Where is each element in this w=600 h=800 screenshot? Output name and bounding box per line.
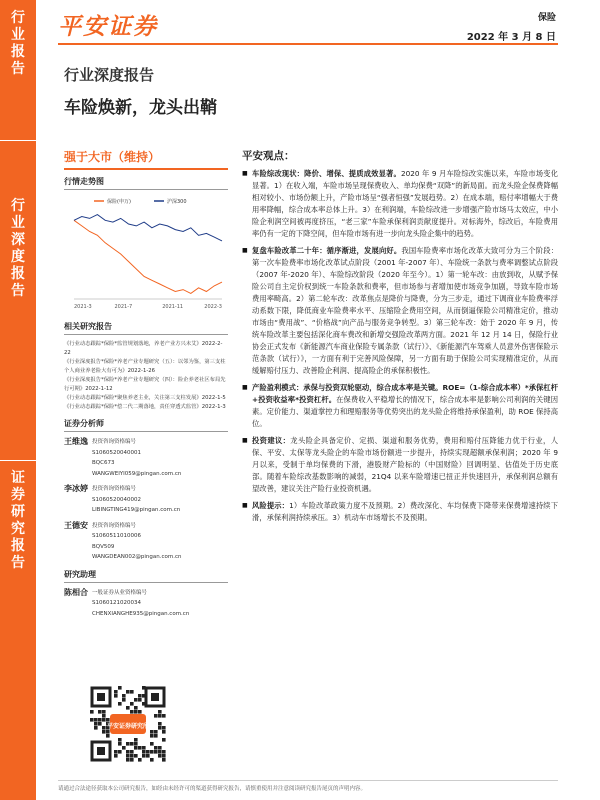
analyst-info-line: BQC673	[92, 460, 115, 466]
sidebar-divider	[0, 140, 36, 141]
analyst-info-line: LIBINGTING419@pingan.com.cn	[92, 507, 181, 513]
viewpoint-bullet-text: 2020 年 9 月车险综改实施以来，车险市场变化显著。1）在收入端，车险市场呈现保费收入、单均保费“双降”的新局面。而龙头险企保费降幅相对较小、市场份额上升，产险市场呈“强者恒强”发展趋势。2）在成本端，赔付率增幅大于费用率降幅，综合成本率总体上升。3）在利润端，车险综改进一步增强产险市场马太效应，中小险企利润空间被再度挤压，“老三家”车险承保利润贡献度提升。对标海外，综改后，车险费用率仍有一定的下降空间，但车险市场有进一步向龙头险企集中的趋势。	[252, 169, 559, 238]
analyst-info-line: 投资咨询资格编号	[92, 486, 137, 492]
footer-disclaimer: 请通过合法途径获取本公司研究报告，如经由未经许可的渠道获得研究报告，请慎重使用并注意阅读研究报告尾页的声明内容。	[58, 780, 558, 792]
assistant-section-title: 研究助理	[64, 569, 228, 583]
viewpoint-bullet-heading: 复盘车险改革二十年：循序渐进，发展向好。	[252, 246, 402, 255]
qr-center-label: 平安证券研究所	[106, 723, 150, 730]
analyst-info-line: WANGWEIYI059@pingan.com.cn	[92, 470, 182, 477]
analyst-info	[90, 521, 181, 563]
analyst-entry	[64, 588, 228, 620]
sidebar-label-industry-report: 行业报告	[11, 10, 25, 77]
chart-x-tick: 2021-11	[162, 304, 184, 310]
report-date: 2022 年 3 月 8 日	[466, 32, 556, 43]
viewpoint-title: 平安观点：	[242, 150, 295, 162]
related-report-item: 《行业动态跟踪*保险*监管规划落地，养老产业方兴未艾》2022-2-22	[64, 341, 223, 356]
chart-x-tick: 2021-7	[114, 304, 133, 310]
analyst-info-line: 投资咨询资格编号	[92, 439, 137, 445]
analyst-info-line: 一般证券从业资格编号	[92, 589, 148, 596]
viewpoint-bullet	[242, 382, 558, 430]
company-logo: 平安证券	[58, 14, 158, 40]
analyst-info-line: S1060520040001	[92, 449, 141, 456]
analyst-info	[90, 588, 189, 620]
viewpoint-bullet	[242, 168, 558, 240]
sidebar-divider	[0, 460, 36, 461]
analyst-info-line: CHENXIANGHE935@pingan.com.cn	[92, 610, 190, 617]
assistant-entry	[64, 588, 228, 620]
viewpoint-bullet	[242, 245, 558, 377]
analyst-info-line: S1060511010006	[92, 533, 141, 539]
viewpoint-bullet-text: 1）车险改革政策力度不及预期。2）费改深化、车均保费下降带来保费增速持续下滑，承保利润持续承压。3）机动车市场增长不及预期。	[252, 501, 558, 522]
analyst-info-line: WANGDEAN002@pingan.com.cn	[92, 554, 182, 560]
analyst-info-line: S1060121020034	[92, 600, 141, 606]
industry-category: 保险	[537, 13, 556, 23]
analyst-entry	[64, 437, 228, 479]
sidebar-label-depth-report: 行业深度报告	[11, 198, 25, 299]
viewpoint-bullet-heading: 投资建议：	[252, 436, 291, 445]
analyst-info-line: 投资咨询资格编号	[92, 522, 137, 529]
trend-chart-svg	[64, 193, 228, 315]
chart-series-line	[74, 220, 222, 293]
rating-rule	[64, 168, 228, 170]
analyst-name: 陈相合	[64, 587, 88, 597]
viewpoint-bullet	[242, 435, 558, 495]
viewpoint-bullet-heading: 产险盈利模式：承保与投资双轮驱动，综合成本率是关键。ROE=（1-综合成本率）*承保杠杆+投资收益率*投资杠杆。	[252, 383, 558, 404]
report-title: 车险焕新，龙头出鞘	[64, 98, 217, 118]
analyst-name: 李冰婷	[64, 484, 88, 493]
report-type: 行业深度报告	[64, 66, 155, 84]
left-column	[64, 148, 228, 619]
analyst-name: 王维逸	[64, 437, 88, 446]
chart-x-tick: 2022-3	[204, 304, 222, 310]
rating: 强于大市（维持）	[64, 150, 161, 164]
trend-section-title: 行情走势图	[64, 176, 228, 190]
analyst-info	[90, 437, 181, 479]
viewpoint-bullet	[242, 500, 558, 524]
viewpoint-bullet-text: 龙头险企具备定价、定损、渠道和服务优势，费用和赔付压降能力优于行业，人保、平安、太保等龙头险企的车险市场份额进一步提升，持续实现超额承保利润；2020 年 9 月以来，受制于单均保费的下滑，港股财产险标的（中国财险）回调明显、估值处于历史底部。随着车险综改基数影响的减弱，21Q4 以来车险增速已扭正并快速回升，承保利润总额有望改善，建议关注产险行业投资机遇。	[252, 436, 558, 493]
right-column	[242, 148, 558, 524]
legend-label: 沪深300	[167, 199, 187, 205]
trend-chart	[64, 193, 228, 315]
analyst-list	[64, 437, 228, 563]
sidebar	[0, 0, 36, 800]
header-rule	[58, 43, 558, 45]
related-report-item: 《行业动态跟踪*保险*偿二代二期落地，责任穿透式监管》2022-1-3	[64, 404, 226, 410]
viewpoint-bullet-heading: 车险综改现状：降价、增保、提质成效显著。	[252, 169, 401, 178]
analyst-info-line: BQV509	[92, 543, 115, 550]
viewpoint-bullet-text: 在保费收入平稳增长的情况下，综合成本率是影响公司利润的关键因素。定价能力、渠道掌控力和理赔服务等优势突出的龙头险企将维持承保盈利，助 ROE 保持高位。	[252, 395, 558, 428]
analyst-info	[90, 484, 180, 516]
sidebar-label-securities-research: 证券研究报告	[11, 470, 25, 571]
analyst-name: 王德安	[64, 520, 88, 530]
chart-x-tick: 2021-3	[74, 304, 92, 310]
analyst-info-line: S1060520040002	[92, 496, 141, 503]
related-report-item: 《行业深度报告*保险*养老产业专题研究（四）：险企养老社区布局先行可期》2022-1-12	[64, 377, 226, 392]
viewpoint-bullet-text: 我国车险费率市场化改革大致可分为三个阶段：第一次车险费率市场化改革试点阶段（2001 年-2007 年）、车险统一条款与费率调整试点阶段（2007 年-2020 年）、车险综改阶段（2020 年至今）。1）第一轮车改：由放到收，从赋予保险公司自主定价权到统一车险条款和费率，但市场参与者增加使市场竞争加剧，导致车险市场费用率畸高。2）第二轮车改：改革焦点是降价与降费，分为三步走，通过下调商业车险费率浮动系数下限，降低商业车险费率水平、压缩险企费用空间，从而倒逼保险公司精准定价，推动市场由“费用战”、“价格战”向产品与服务竞争转型。3）第三轮车改：始于 2020 年 9 月，传统车险改革主要包括深化商车费改和新增交强险改革两方面。2021 年 12 月 14 日，保险行业协会正式发布《新能源汽车商业保险专属条款（试行）》、《新能源汽车驾乘人员意外伤害保险示范条款（试行）》，一方面有利于完善风险保障，另一方面有助于保险公司实现精准定价，从而缓解赔付压力、改善险企利润、提高险企的承保积极性。	[252, 246, 559, 375]
legend-label: 保险(申万)	[107, 199, 131, 205]
chart-series-line	[74, 215, 222, 241]
related-report-item: 《行业动态跟踪*保险*聚焦养老主业，关注第三支柱发展》2022-1-5	[64, 395, 226, 401]
related-report-item: 《行业深度报告*保险*养老产业专题研究（五）：以邻为鉴，第三支柱个人商业养老险大有可为》2022-1-26	[64, 359, 226, 374]
qr-code	[90, 686, 166, 762]
analysts-section-title: 证券分析师	[64, 418, 228, 432]
related-reports-list	[64, 340, 228, 412]
analyst-entry	[64, 521, 228, 563]
related-section-title: 相关研究报告	[64, 321, 228, 335]
viewpoint-bullet-heading: 风险提示：	[252, 501, 290, 510]
viewpoint-list	[242, 168, 558, 524]
analyst-entry	[64, 484, 228, 516]
